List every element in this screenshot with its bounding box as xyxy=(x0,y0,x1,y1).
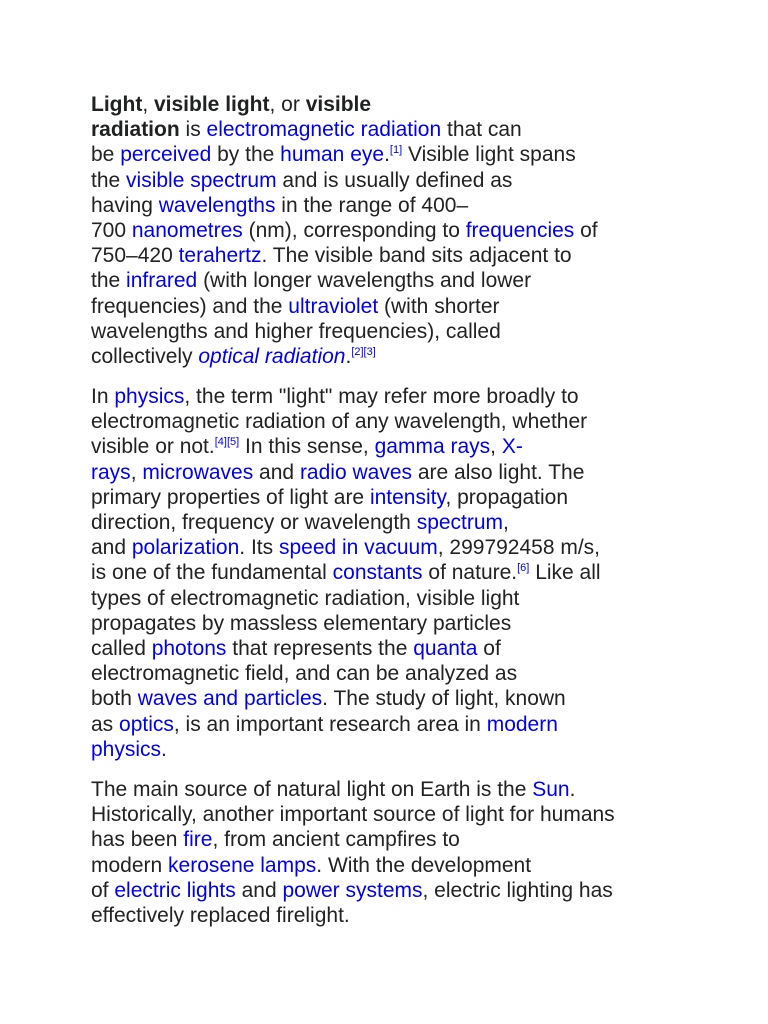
link-ultraviolet[interactable]: ultraviolet xyxy=(288,294,379,318)
paragraph-intro: Light, visible light, or visible radiation is electromagnetic radiation that can be perceived by the human eye.[1] Visible light spans the visible spectrum and is usually defined as having wavelengths in the range of 400– 700 nanometres (nm), corresponding to frequencies of 750–420 terahertz. The visible band sits adjacent to the infrared (with longer wavelengths and lower frequencies) and the ultraviolet (with shorter wavelengths and higher frequencies), called collectively optical radiation.[2][3] xyxy=(91,93,598,369)
link-gamma-rays[interactable]: gamma rays xyxy=(374,435,491,459)
link-constants[interactable]: constants xyxy=(332,561,423,585)
link-infrared[interactable]: infrared xyxy=(126,269,198,293)
reference-2[interactable]: [2] xyxy=(351,346,364,359)
link-perceived[interactable]: perceived xyxy=(120,143,212,167)
link-electromagnetic-radiation[interactable]: electromagnetic radiation xyxy=(206,118,442,142)
reference-1[interactable]: [1] xyxy=(389,144,403,157)
link-fire[interactable]: fire xyxy=(183,828,213,852)
link-quanta[interactable]: quanta xyxy=(413,637,478,661)
link-modern-physics-cont[interactable]: physics xyxy=(91,737,162,761)
link-speed-in-vacuum[interactable]: speed in vacuum xyxy=(278,536,438,560)
link-x-rays-cont[interactable]: rays xyxy=(91,460,131,484)
link-polarization[interactable]: polarization xyxy=(131,536,240,560)
reference-4[interactable]: [4] xyxy=(214,436,227,449)
link-human-eye[interactable]: human eye xyxy=(280,143,385,167)
term-visible-light: visible light xyxy=(153,93,270,116)
link-modern-physics[interactable]: modern xyxy=(486,712,558,736)
link-kerosene-lamps[interactable]: kerosene lamps xyxy=(168,853,317,877)
link-spectrum[interactable]: spectrum xyxy=(416,511,504,535)
link-x-rays[interactable]: X- xyxy=(501,435,523,459)
paragraph-physics: In physics, the term "light" may refer more broadly to electromagnetic radiation of any wavelength, whether visible or not.[4][5] In this sense, gamma rays, X- rays, microwaves and radio waves are also light. The primary properties of light are intensity, propagation direction, frequency or wavelength spectrum, and polarization. Its speed in vacuum, 299792458 m/s, is one of the fundamental constants of nature.[6] Like all types of electromagnetic radiation, visible light propagates by massless elementary particles called photons that represents the quanta of electromagnetic field, and can be analyzed as both waves and particles. The study of light, known as optics, is an important research area in modern physics. xyxy=(91,385,601,761)
paragraph-sources: The main source of natural light on Earth is the Sun. Historically, another important source of light for humans has been fire, from ancient campfires to modern kerosene lamps. With the development of electric lights and power systems, electric lighting has effectively replaced firelight. xyxy=(91,778,615,928)
link-nanometres[interactable]: nanometres xyxy=(131,219,243,243)
link-electric-lights[interactable]: electric lights xyxy=(114,878,236,902)
link-terahertz[interactable]: terahertz xyxy=(178,244,262,268)
link-power-systems[interactable]: power systems xyxy=(282,878,423,902)
link-photons[interactable]: photons xyxy=(151,637,227,661)
link-optics[interactable]: optics xyxy=(119,712,174,736)
term-radiation: radiation xyxy=(91,118,180,142)
term-visible: visible xyxy=(305,93,372,116)
link-waves-and-particles[interactable]: waves and particles xyxy=(137,687,323,711)
link-radio-waves[interactable]: radio waves xyxy=(299,460,412,484)
link-frequencies[interactable]: frequencies xyxy=(465,219,575,243)
link-microwaves[interactable]: microwaves xyxy=(142,460,254,484)
link-visible-spectrum[interactable]: visible spectrum xyxy=(126,168,277,192)
reference-6[interactable]: [6] xyxy=(517,562,530,575)
link-sun[interactable]: Sun xyxy=(532,778,570,801)
link-physics[interactable]: physics xyxy=(114,385,185,408)
link-wavelengths[interactable]: wavelengths xyxy=(158,193,276,217)
reference-5[interactable]: [5] xyxy=(226,436,240,449)
term-light: Light xyxy=(91,93,143,116)
link-optical-radiation[interactable]: optical radiation xyxy=(198,345,346,369)
reference-3[interactable]: [3] xyxy=(363,346,376,359)
link-intensity[interactable]: intensity xyxy=(369,485,446,509)
